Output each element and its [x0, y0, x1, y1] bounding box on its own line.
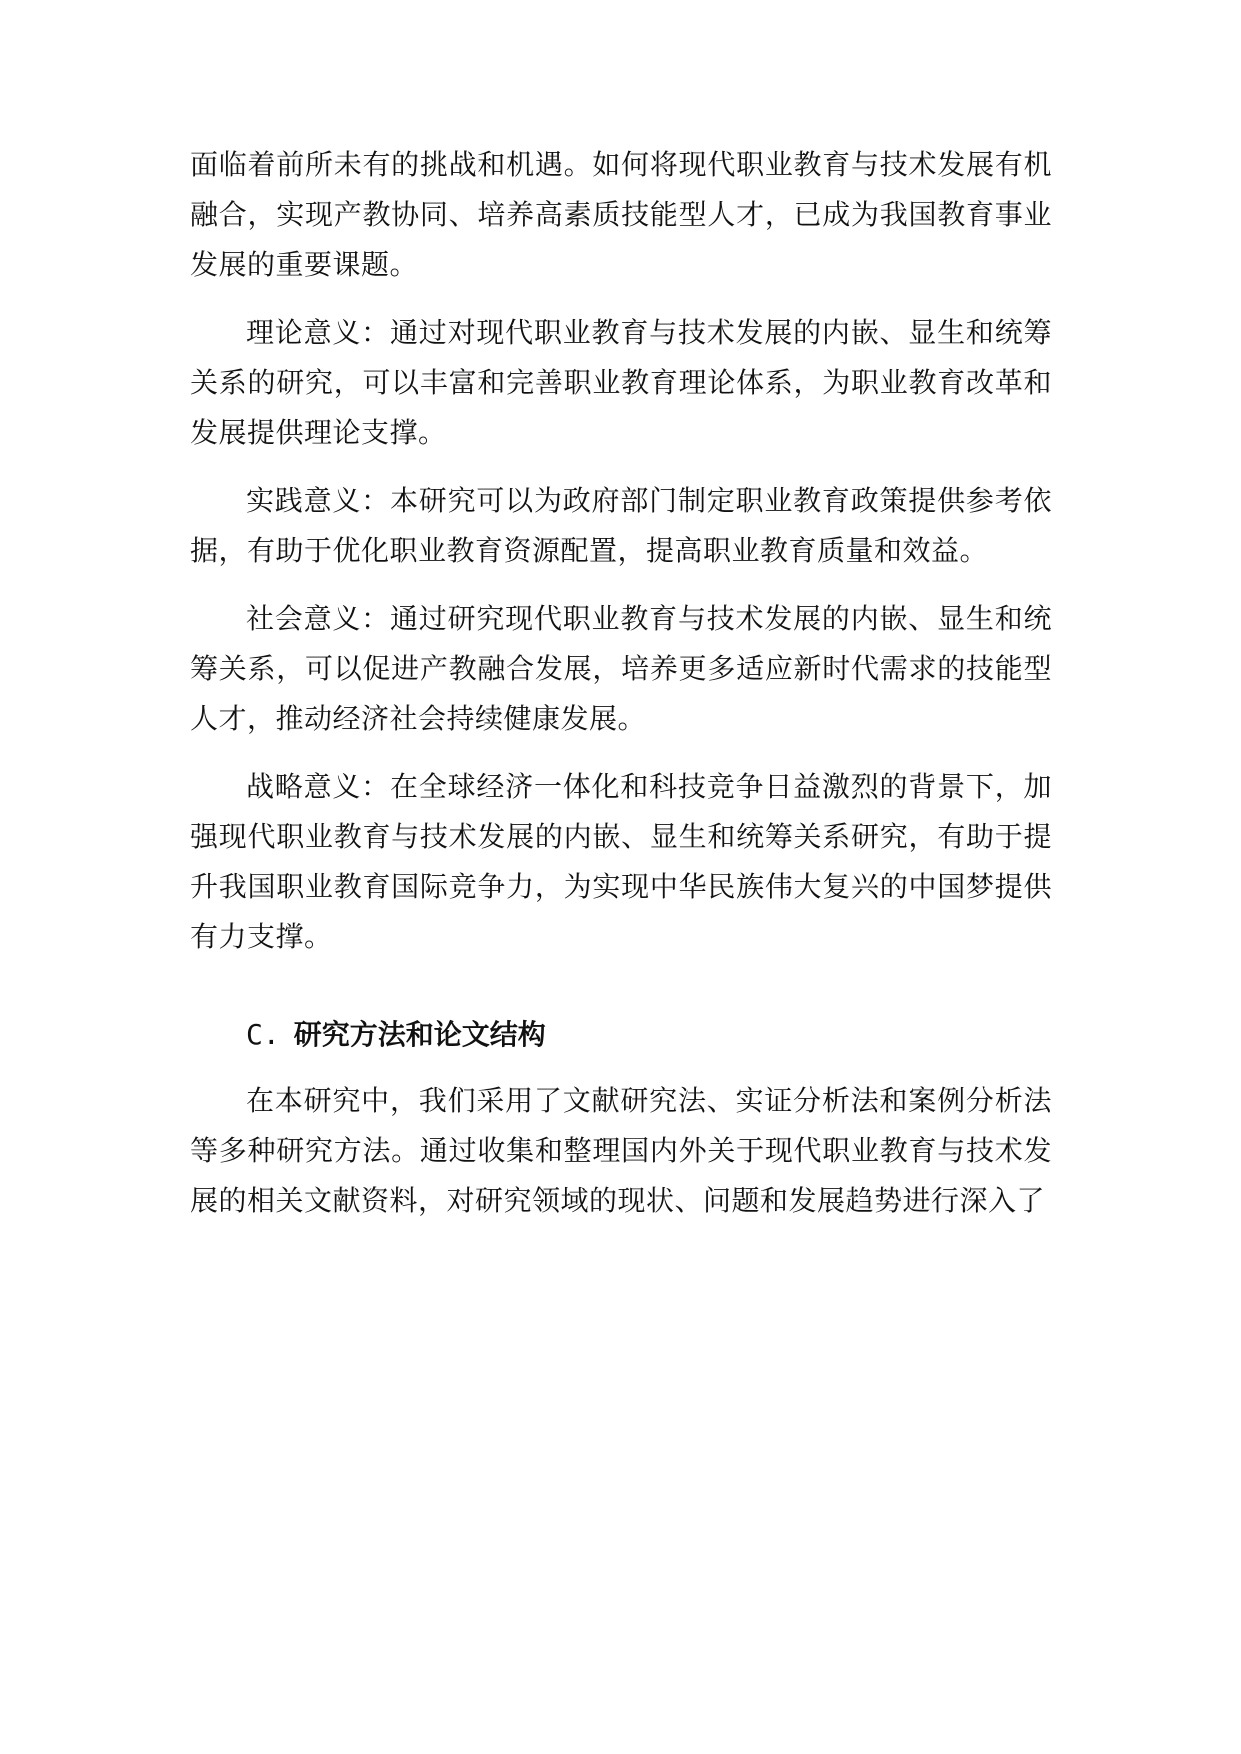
section-title: 研究方法和论文结构 — [293, 1018, 546, 1051]
paragraph-practical-significance: 实践意义：本研究可以为政府部门制定职业教育政策提供参考依据，有助于优化职业教育资源配置，提高职业教育质量和效益。 — [190, 484, 1052, 567]
section-heading — [190, 1010, 1052, 1060]
paragraph-strategic-significance: 战略意义：在全球经济一体化和科技竞争日益激烈的背景下，加强现代职业教育与技术发展的内嵌、显生和统筹关系研究，有助于提升我国职业教育国际竞争力，为实现中华民族伟大复兴的中国梦提供有力支撑。 — [190, 770, 1052, 953]
paragraph-continuation: 面临着前所未有的挑战和机遇。如何将现代职业教育与技术发展有机融合，实现产教协同、培养高素质技能型人才，已成为我国教育事业发展的重要课题。 — [190, 148, 1052, 281]
paragraph-research-methods: 在本研究中，我们采用了文献研究法、实证分析法和案例分析法等多种研究方法。通过收集和整理国内外关于现代职业教育与技术发展的相关文献资料，对研究领域的现状、问题和发展趋势进行深入了 — [190, 1084, 1052, 1217]
paragraph-theoretical-significance: 理论意义：通过对现代职业教育与技术发展的内嵌、显生和统筹关系的研究，可以丰富和完善职业教育理论体系，为职业教育改革和发展提供理论支撑。 — [190, 316, 1052, 449]
paragraph-social-significance: 社会意义：通过研究现代职业教育与技术发展的内嵌、显生和统筹关系，可以促进产教融合发展，培养更多适应新时代需求的技能型人才，推动经济社会持续健康发展。 — [190, 602, 1052, 735]
document-body — [190, 140, 1052, 1244]
section-number: C. — [246, 1018, 280, 1051]
